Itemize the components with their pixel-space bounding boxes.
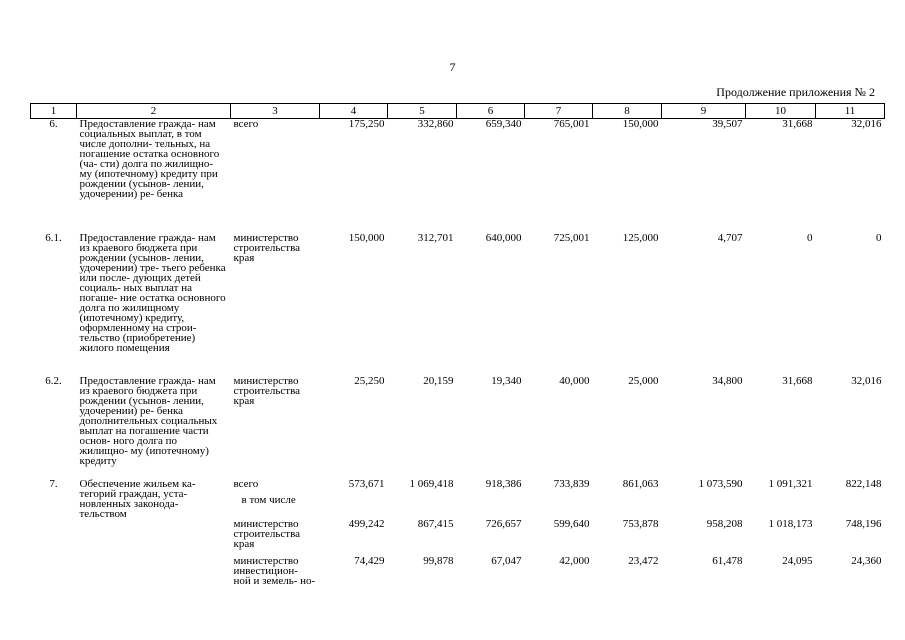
value-cell: 32,016 (851, 118, 882, 130)
table-row (31, 233, 885, 376)
row-index: 6. (49, 118, 58, 130)
value-cell: 150,000 (622, 118, 659, 130)
header-cell: 4 (320, 104, 388, 119)
page-number: 7 (449, 60, 456, 74)
value-cell: 42,000 (559, 554, 590, 567)
value-cell: 31,668 (782, 118, 813, 130)
value-cell: 726,657 (485, 517, 522, 530)
value-cell: 23,472 (628, 554, 659, 567)
row-executor (231, 119, 320, 233)
executor-label: всего (233, 118, 259, 130)
value-cell: 0 (876, 231, 882, 244)
value-cell: 861,063 (622, 477, 659, 490)
value-cell: 4,707 (717, 231, 743, 244)
table-row (31, 119, 885, 233)
row-name: Предоставление гражда- нам из краевого бюджета при рождении (усынов- лении, удочерении) ре- бенка дополнительных социальных выплат на погашение части основ- ного долга по жилищно- му (ипотечному) кредиту (79, 374, 218, 467)
value-cell: 1 018,173 (768, 517, 813, 530)
executor-label: министерство строительства края (233, 517, 301, 550)
row-index (31, 519, 77, 556)
value-cell: 125,000 (622, 231, 659, 244)
value-cell: 725,001 (553, 231, 590, 244)
header-cell: 11 (816, 104, 885, 119)
value-cell: 867,415 (417, 517, 454, 530)
header-cell: 10 (746, 104, 816, 119)
value-cell: 1 091,321 (768, 477, 813, 490)
value-cell: 67,047 (491, 554, 522, 567)
table-row (31, 376, 885, 479)
value-cell: 40,000 (559, 374, 590, 387)
executor-label: министерство строительства края (233, 231, 301, 264)
row-name: Предоставление гражда- нам социальных выплат, в том числе дополни- тельных, на погашение остатка основного (ча- сти) долга по жилищно- му (ипотечному) кредиту при рождении (усынов- лении, удочерении) ре- бенка (79, 118, 220, 200)
table-header-row (31, 104, 885, 119)
value-cell: 24,095 (782, 554, 813, 567)
value-cell: 61,478 (712, 554, 743, 567)
value-cell: 753,878 (622, 517, 659, 530)
appendix-note: Продолжение приложения № 2 (716, 85, 875, 99)
value-cell: 25,000 (628, 374, 659, 387)
row-executor (231, 479, 320, 519)
value-cell: 0 (807, 231, 813, 244)
data-table (30, 103, 885, 604)
header-cell: 2 (77, 104, 231, 119)
row-executor (231, 233, 320, 376)
executor-label: министерство строительства края (233, 374, 301, 407)
row-index: 6.1. (45, 231, 62, 244)
value-cell: 918,386 (485, 477, 522, 490)
value-cell: 659,340 (485, 118, 522, 130)
value-cell: 822,148 (845, 477, 882, 490)
header-cell: 8 (593, 104, 662, 119)
value-cell: 1 073,590 (698, 477, 743, 490)
row-index: 6.2. (45, 374, 62, 387)
value-cell: 150,000 (348, 231, 385, 244)
row-name: Предоставление гражда- нам из краевого бюджета при рождении (усынов- лении, удочерении) тре- тьего ребенка или после- дующих детей социаль- ных выплат на погаше- ние остатка основного долга по жилищному (ипотечному) кредиту, оформленному на строи- тельство (приобретение) жилого помещения (79, 231, 226, 354)
value-cell: 958,208 (706, 517, 743, 530)
value-cell: 312,701 (417, 231, 454, 244)
executor-label: министерство инвестицион- ной и земель- но- (233, 554, 316, 587)
executor-label: всего (233, 477, 259, 490)
header-cell: 1 (31, 104, 77, 119)
row-executor (231, 556, 320, 604)
value-cell: 99,878 (423, 554, 454, 567)
value-cell: 175,250 (348, 118, 385, 130)
row-executor (231, 376, 320, 479)
row-executor (231, 519, 320, 556)
value-cell: 640,000 (485, 231, 522, 244)
header-cell: 9 (662, 104, 746, 119)
value-cell: 332,860 (417, 118, 454, 130)
header-cell: 7 (525, 104, 593, 119)
value-cell: 1 069,418 (409, 477, 454, 490)
value-cell: 599,640 (553, 517, 590, 530)
value-cell: 748,196 (845, 517, 882, 530)
row-index (31, 556, 77, 604)
row-name: Обеспечение жильем ка- тегорий граждан, уста- новленных законода- тельством (79, 477, 196, 520)
value-cell: 74,429 (354, 554, 385, 567)
value-cell: 765,001 (553, 118, 590, 130)
table-row (31, 556, 885, 604)
header-cell: 5 (388, 104, 457, 119)
value-cell: 25,250 (354, 374, 385, 387)
value-cell: 39,507 (712, 118, 743, 130)
value-cell: 32,016 (851, 374, 882, 387)
row-name (77, 556, 231, 604)
value-cell: 733,839 (553, 477, 590, 490)
value-cell: 19,340 (491, 374, 522, 387)
header-cell: 6 (457, 104, 525, 119)
value-cell: 499,242 (348, 517, 385, 530)
value-cell: 34,800 (712, 374, 743, 387)
table-row (31, 519, 885, 556)
header-cell: 3 (231, 104, 320, 119)
row-name (77, 519, 231, 556)
table-row (31, 479, 885, 519)
value-cell: 31,668 (782, 374, 813, 387)
value-cell: 20,159 (423, 374, 454, 387)
value-cell: 24,360 (851, 554, 882, 567)
row-index: 7. (49, 477, 58, 490)
value-cell: 573,671 (348, 477, 385, 490)
executor-sublabel: в том числе (241, 493, 296, 506)
